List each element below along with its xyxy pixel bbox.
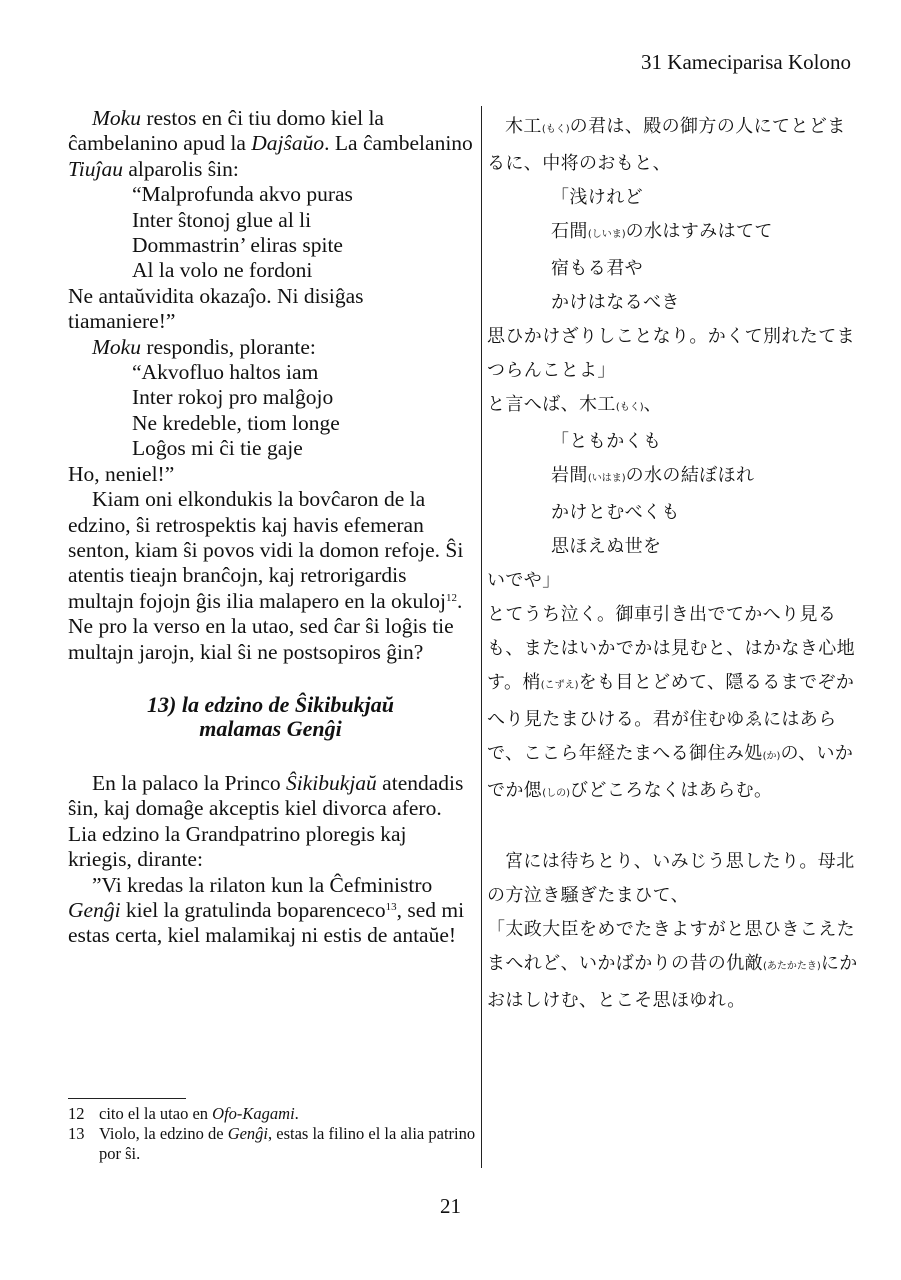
footnotes bbox=[68, 1104, 478, 1164]
ruby: (もく) bbox=[541, 124, 570, 135]
poem-line: Inter rokoj pro malĝojo bbox=[132, 385, 334, 410]
ruby: (こずえ) bbox=[540, 680, 579, 691]
ruby: (いはま) bbox=[587, 473, 626, 484]
poem-line: Dommastrin’ eliras spite bbox=[132, 233, 343, 258]
jp-poem-line: 「浅けれど bbox=[551, 187, 643, 208]
poem-line: Ne kredeble, tiom longe bbox=[132, 410, 340, 435]
esperanto-column bbox=[68, 106, 473, 949]
poem-line: “Malprofunda akvo puras bbox=[132, 182, 353, 207]
jp-poem-line: 宿もる君や bbox=[551, 258, 643, 279]
poem-line: “Akvofluo haltos iam bbox=[132, 360, 319, 385]
poem-line: Loĝos mi ĉi tie gaje bbox=[132, 436, 303, 461]
japanese-column bbox=[487, 110, 862, 1018]
poem-line: Inter ŝtonoj glue al li bbox=[132, 207, 312, 232]
footnote-number: 13 bbox=[68, 1124, 85, 1143]
ruby: (もく) bbox=[615, 402, 644, 413]
name-genghi: Genĝi bbox=[68, 897, 121, 922]
footnote-text: Violo, la edzino de Genĝi, estas la filino el la alia patrino por ŝi. bbox=[99, 1124, 476, 1163]
jp-poem-line: 石間(しいま)の水はすみはてて bbox=[551, 221, 773, 242]
jp-poem-line: かけとむべくも bbox=[551, 502, 680, 523]
jp-paragraph: 思ひかけざりしことなり。かくて別れたてまつらんことよ」 bbox=[487, 326, 855, 381]
paragraph: Kiam oni elkondukis la bovĉaron de la edzino, ŝi retrospektis kaj havis efemeran senton, kiam ŝi povos vidi la domon refoje. Ŝi atentis tieajn branĉojn, kaj retrorigardis multajn fojojn ĝis ilia malapero en la okuloj$^{12}$. Ne pro la verso en la utao, sed ĉar ŝi loĝis tie multajn jarojn, kial ŝi ne postsopiros ĝin? bbox=[68, 487, 464, 664]
jp-poem-line: 「ともかくも bbox=[551, 431, 662, 452]
footnote bbox=[68, 1104, 478, 1124]
section-heading: 13) la edzino de Ŝikibukjaŭ malamas Genĝi bbox=[147, 691, 394, 741]
name-sikibukjau: Ŝikibukjaŭ bbox=[286, 770, 377, 795]
jp-poem-line: 岩間(いはま)の水の結ぼほれ bbox=[551, 465, 755, 486]
ruby: (しの) bbox=[542, 788, 571, 799]
ruby: (しいま) bbox=[587, 229, 626, 240]
footnote-rule bbox=[68, 1098, 186, 1099]
footnote-text: cito el la utao en Ofo-Kagami. bbox=[99, 1104, 299, 1123]
name-tiujau: Tiuĵau bbox=[68, 156, 123, 181]
page-number: 21 bbox=[440, 1194, 461, 1218]
name-moku: Moku bbox=[92, 106, 141, 130]
name-dajsauo: Dajŝaŭo bbox=[251, 131, 325, 156]
paragraph: Ho, neniel!” bbox=[68, 461, 175, 486]
poem-line: Al la volo ne fordoni bbox=[132, 258, 313, 283]
footnote-ref: 13 bbox=[385, 900, 397, 913]
paragraph: Moku respondis, plorante: bbox=[92, 334, 316, 359]
jp-paragraph: とてうち泣く。御車引き出でてかへり見るも、またはいかでかは見むと、はかなき心地す。梢(こずえ)をも目とどめて、隠るるまでぞかへり見たまひける。君が住むゆゑにはあらで、ここら年経たまへる御住み処(か)の、いかでか偲(しの)びどころなくはあらむ。 bbox=[487, 604, 855, 801]
paragraph: Ne antaŭvidita okazaĵo. Ni disiĝas tiamaniere!” bbox=[68, 283, 364, 334]
ruby: (あたかたき) bbox=[763, 961, 821, 972]
footnote-number: 12 bbox=[68, 1104, 85, 1123]
jp-poem-line: 思ほえぬ世を bbox=[551, 536, 662, 557]
jp-paragraph: 「太政大臣をめでたきよすがと思ひきこえたまへれど、いかばかりの昔の仇敵(あたかたき)にかおはしけむ、とこそ思ほゆれ。 bbox=[487, 919, 858, 1011]
jp-paragraph: 木工(もく)の君は、殿の御方の人にてとどまるに、中将のおもと、 bbox=[487, 116, 846, 174]
jp-paragraph: 宮には待ちとり、いみじう思したり。母北の方泣き騒ぎたまひて、 bbox=[487, 851, 855, 906]
footnote-ref: 12 bbox=[445, 591, 457, 604]
column-divider bbox=[481, 106, 482, 1168]
jp-poem-line: かけはなるべき bbox=[551, 292, 680, 313]
name-moku: Moku bbox=[92, 334, 141, 359]
jp-paragraph: と言へば、木工(もく)、 bbox=[487, 394, 663, 415]
paragraph: En la palaco la Princo Ŝikibukjaŭ atendadis ŝin, kaj domaĝe akceptis kiel divorca afero. Lia edzino la Grandpatrino ploregis kaj kriegis, dirante: bbox=[68, 770, 464, 872]
running-header: 31 Kameciparisa Kolono bbox=[641, 50, 851, 74]
footnote bbox=[68, 1124, 478, 1164]
paragraph: ”Vi kredas la rilaton kun la Ĉefministro Genĝi kiel la gratulinda boparenceco$^{13}$, sed mi estas certa, kiel malamikaj ni estis de antaŭe! bbox=[68, 872, 465, 948]
jp-paragraph: いでや」 bbox=[487, 570, 561, 591]
spacer bbox=[487, 811, 862, 845]
ruby: (か) bbox=[762, 751, 781, 762]
paragraph: Moku restos en ĉi tiu domo kiel la ĉambelanino apud la Dajŝaŭo. La ĉambelanino Tiuĵau alparolis ŝin: bbox=[68, 106, 473, 181]
